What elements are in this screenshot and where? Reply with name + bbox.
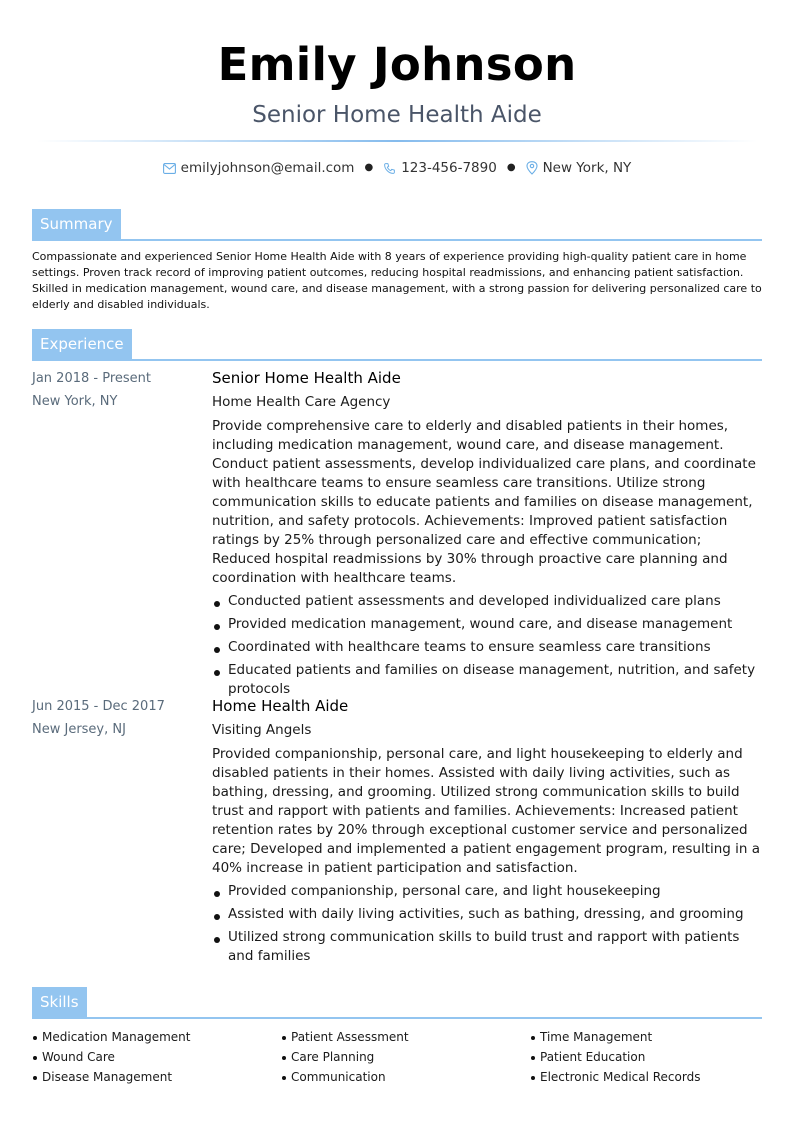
summary-text: Compassionate and experienced Senior Home Health Aide with 8 years of experience providing high-quality patient care in home settings. Proven track record of improving patient outcomes, reducing hospital readmissions, and enhancing patient satisfaction. Skilled in medication management, wound care, and disease management, with a strong passion for delivering personalized care to elderly and disabled individuals. <box>32 250 762 311</box>
contact-phone[interactable] <box>383 158 497 178</box>
email-text: emilyjohnson@email.com <box>180 160 355 176</box>
skills-heading-bar <box>32 987 762 1019</box>
contact-email[interactable] <box>163 158 355 178</box>
skill-item: Disease Management <box>32 1067 281 1087</box>
header-divider <box>37 140 757 142</box>
skill-item: Communication <box>281 1067 530 1087</box>
contact-bar <box>0 158 794 178</box>
job-bullet: Utilized strong communication skills to build trust and rapport with patients and families <box>212 928 764 966</box>
job-bullet: Provided medication management, wound care, and disease management <box>212 615 764 634</box>
skill-item: Time Management <box>530 1027 762 1047</box>
experience-heading: Experience <box>32 329 132 359</box>
job-details <box>212 695 764 970</box>
skill-item: Medication Management <box>32 1027 281 1047</box>
job-dates: Jan 2018 - Present <box>32 371 151 386</box>
job-meta <box>32 367 202 413</box>
job-location: New York, NY <box>32 394 118 409</box>
contact-separator: ● <box>364 162 374 173</box>
job-description: Provided companionship, personal care, and light housekeeping to elderly and disabled patients in their homes. Assisted with daily living activities, such as bathing, dressing, and grooming. Utilized strong communication skills to build trust and rapport with patients and families. Achievements: Increased patient retention rates by 20% through exceptional customer service and personalized care; Developed and implemented a patient engagement program, resulting in a 40% increase in patient participation and satisfaction. <box>212 746 761 876</box>
skill-item: Wound Care <box>32 1047 281 1067</box>
summary-heading-bar <box>32 209 762 241</box>
job-bullet: Provided companionship, personal care, and light housekeeping <box>212 882 764 901</box>
contact-location <box>526 158 632 178</box>
resume-header <box>0 0 794 178</box>
skill-item: Care Planning <box>281 1047 530 1067</box>
job-bullets <box>212 882 764 966</box>
job-details <box>212 367 764 703</box>
job-bullet: Assisted with daily living activities, such as bathing, dressing, and grooming <box>212 905 764 924</box>
job-bullet: Conducted patient assessments and developed individualized care plans <box>212 592 764 611</box>
summary-heading: Summary <box>32 209 121 239</box>
job-company: Home Health Care Agency <box>212 394 391 410</box>
skill-item: Electronic Medical Records <box>530 1067 762 1087</box>
candidate-name: Emily Johnson <box>217 38 577 91</box>
candidate-title: Senior Home Health Aide <box>252 102 542 128</box>
skills-grid <box>32 1027 762 1087</box>
skill-item: Patient Assessment <box>281 1027 530 1047</box>
contact-separator: ● <box>506 162 516 173</box>
skills-heading: Skills <box>32 987 87 1017</box>
job-title: Senior Home Health Aide <box>212 369 401 387</box>
job-bullet: Coordinated with healthcare teams to ensure seamless care transitions <box>212 638 764 657</box>
job-company: Visiting Angels <box>212 722 312 738</box>
phone-text: 123-456-7890 <box>401 160 497 176</box>
job-meta <box>32 695 202 741</box>
job-bullet: Educated patients and families on disease management, nutrition, and safety protocols <box>212 661 764 699</box>
skills-section <box>32 987 762 1087</box>
location-text: New York, NY <box>542 160 632 176</box>
experience-section <box>32 329 762 969</box>
mail-icon <box>163 163 176 174</box>
job-location: New Jersey, NJ <box>32 722 126 737</box>
job-description: Provide comprehensive care to elderly and disabled patients in their homes, including medication management, wound care, and disease management. Conduct patient assessments, develop individualized care plans, and coordinate with healthcare teams to ensure seamless care transitions. Utilize strong communication skills to educate patients and families on disease management, nutrition, and safety protocols. Achievements: Improved patient satisfaction ratings by 25% through personalized care and effective communication; Reduced hospital readmissions by 30% through proactive care planning and coordination with healthcare teams. <box>212 418 756 586</box>
phone-icon <box>383 162 396 175</box>
experience-heading-bar <box>32 329 762 361</box>
location-pin-icon <box>526 161 538 175</box>
skill-item: Patient Education <box>530 1047 762 1067</box>
summary-section <box>32 209 762 313</box>
job-dates: Jun 2015 - Dec 2017 <box>32 699 165 714</box>
job-title: Home Health Aide <box>212 697 349 715</box>
job-bullets <box>212 592 764 699</box>
